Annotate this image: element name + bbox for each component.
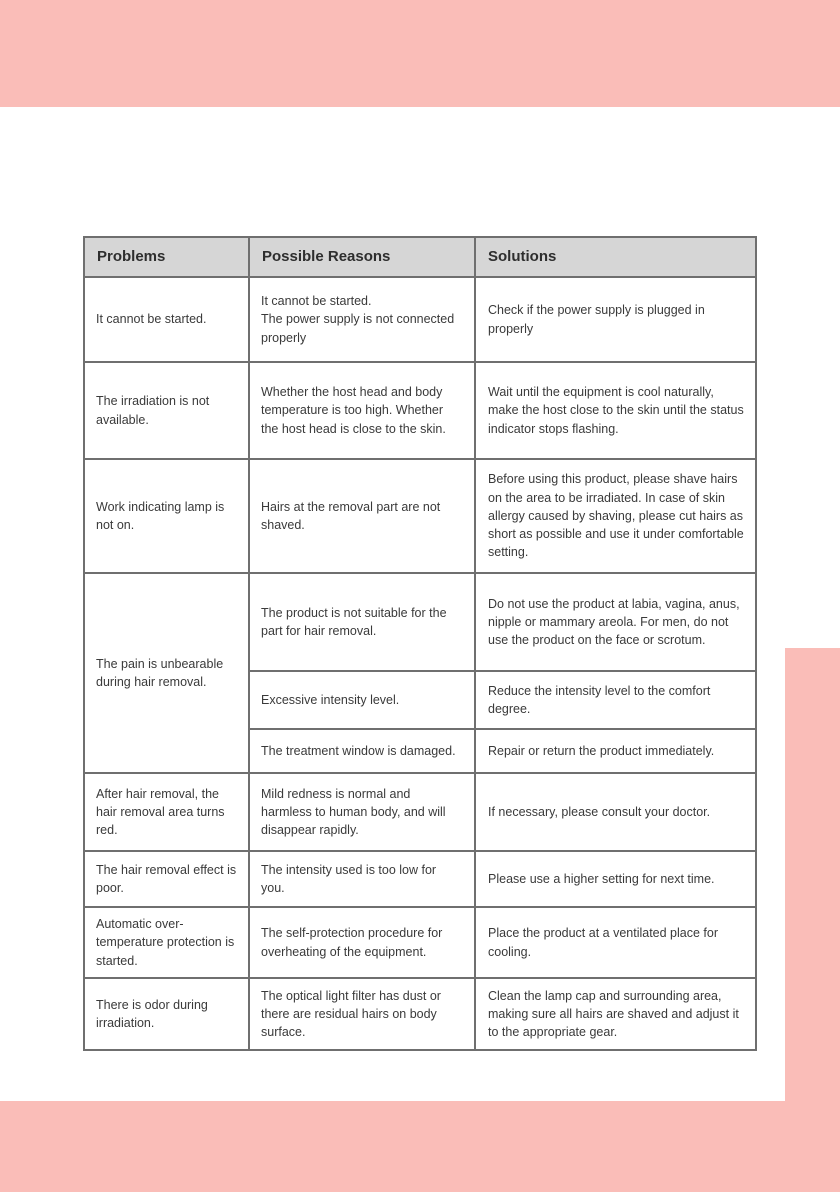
problem-cell: Automatic over-temperature protection is started. [84, 907, 249, 978]
reason-cell [249, 277, 475, 362]
reason-line: The power supply is not connected properly [261, 312, 455, 345]
solution-cell: Clean the lamp cap and surrounding area, making sure all hairs are shaved and adjust it to the appropriate gear. [475, 978, 756, 1050]
top-accent-band [0, 0, 840, 107]
table-header-row [84, 237, 756, 277]
problem-cell: There is odor during irradiation. [84, 978, 249, 1050]
table-row [84, 362, 756, 459]
solution-cell: If necessary, please consult your doctor. [475, 773, 756, 851]
solution-cell: Do not use the product at labia, vagina, anus, nipple or mammary areola. For men, do not use the product on the face or scrotum. [475, 573, 756, 671]
problem-cell: Work indicating lamp is not on. [84, 459, 249, 573]
problem-cell: The irradiation is not available. [84, 362, 249, 459]
solution-cell: Reduce the intensity level to the comfort degree. [475, 671, 756, 729]
reason-cell: The self-protection procedure for overheating of the equipment. [249, 907, 475, 978]
reason-cell: The optical light filter has dust or there are residual hairs on body surface. [249, 978, 475, 1050]
reason-cell: The treatment window is damaged. [249, 729, 475, 773]
problem-cell: The pain is unbearable during hair removal. [84, 573, 249, 773]
table-row [84, 978, 756, 1050]
table-row [84, 277, 756, 362]
solution-cell: Place the product at a ventilated place for cooling. [475, 907, 756, 978]
reason-cell: The intensity used is too low for you. [249, 851, 475, 907]
table-row [84, 907, 756, 978]
table-row [84, 851, 756, 907]
reason-cell: Whether the host head and body temperature is too high. Whether the host head is close to the skin. [249, 362, 475, 459]
problem-cell: After hair removal, the hair removal area turns red. [84, 773, 249, 851]
reason-line: It cannot be started. [261, 294, 372, 309]
table-row [84, 459, 756, 573]
troubleshooting-table [83, 236, 757, 1051]
solution-cell: Wait until the equipment is cool naturally, make the host close to the skin until the status indicator stops flashing. [475, 362, 756, 459]
reason-cell: Hairs at the removal part are not shaved. [249, 459, 475, 573]
header-solutions: Solutions [475, 237, 756, 277]
solution-cell: Repair or return the product immediately. [475, 729, 756, 773]
problem-cell: The hair removal effect is poor. [84, 851, 249, 907]
solution-cell: Please use a higher setting for next time. [475, 851, 756, 907]
solution-cell: Before using this product, please shave hairs on the area to be irradiated. In case of skin allergy caused by shaving, please cut hairs as short as possible and use it under comfortable setting. [475, 459, 756, 573]
table-row [84, 773, 756, 851]
header-possible-reasons: Possible Reasons [249, 237, 475, 277]
header-problems: Problems [84, 237, 249, 277]
solution-cell: Check if the power supply is plugged in properly [475, 277, 756, 362]
reason-cell: The product is not suitable for the part for hair removal. [249, 573, 475, 671]
side-accent-tab [785, 648, 840, 1101]
problem-cell: It cannot be started. [84, 277, 249, 362]
reason-cell: Mild redness is normal and harmless to human body, and will disappear rapidly. [249, 773, 475, 851]
bottom-accent-band [0, 1101, 840, 1192]
reason-cell: Excessive intensity level. [249, 671, 475, 729]
table-row [84, 573, 756, 671]
